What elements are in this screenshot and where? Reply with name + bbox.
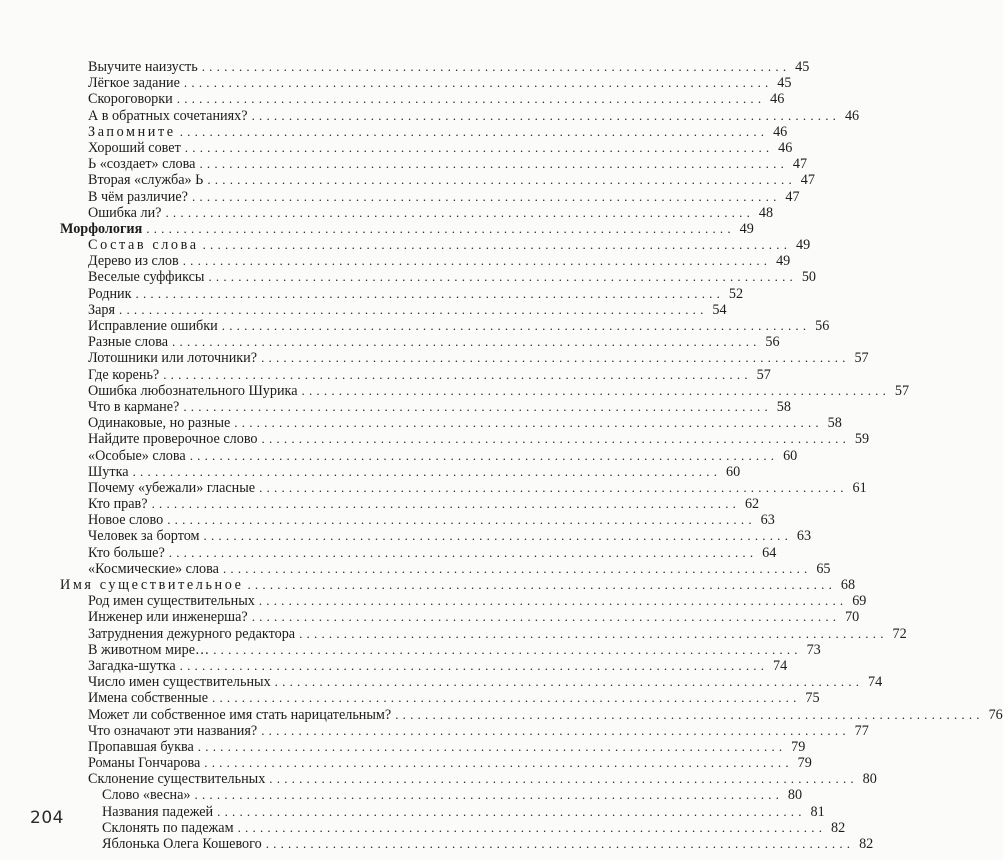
toc-entry-page: 49: [739, 220, 754, 237]
toc-entry-title: Романы Гончарова: [88, 755, 201, 772]
dot-leader: ...............................................................................: [165, 204, 755, 220]
toc-entry-page: 46: [844, 107, 860, 124]
toc-entry: [60, 641, 821, 658]
toc-entry-title: Склонять по падежам: [102, 819, 234, 836]
toc-entry: [60, 156, 808, 173]
toc-entry-page: 62: [744, 496, 760, 513]
dot-leader: ...............................................................................: [203, 528, 793, 544]
toc-entry-title: «Особые» слова: [88, 447, 186, 464]
toc-entry-title: Лотошники или лоточники?: [88, 350, 258, 367]
toc-entry-title: Слово «весна»: [102, 787, 191, 804]
toc-entry-page: 45: [777, 75, 792, 92]
toc-entry-title: Где корень?: [88, 366, 160, 383]
toc-subentry: [60, 787, 803, 804]
toc-entry-page: 60: [783, 447, 798, 464]
toc-entry: [60, 738, 806, 755]
toc-entry-page: 80: [787, 787, 803, 804]
dot-leader: ...............................................................................: [259, 479, 848, 495]
toc-entry: [60, 382, 910, 399]
toc-entry-page: 46: [778, 139, 793, 156]
toc-entry-title: Ь «создает» слова: [88, 156, 196, 173]
dot-leader: ...............................................................................: [237, 819, 827, 835]
toc-entry-page: 65: [816, 560, 831, 577]
dot-leader: ...............................................................................: [247, 577, 837, 592]
dot-leader: ...............................................................................: [197, 738, 787, 754]
dot-leader: ...............................................................................: [179, 657, 769, 673]
toc-entry-page: 63: [796, 528, 812, 545]
toc-entry-page: 49: [795, 237, 811, 254]
toc-entry-title: Кто больше?: [88, 544, 165, 561]
toc-entry: [60, 690, 820, 707]
dot-leader: ...............................................................................: [204, 755, 793, 771]
toc-entry-title: Человек за бортом: [88, 528, 200, 545]
toc-entry-title: А в обратных сочетаниях?: [88, 107, 248, 124]
toc-entry: [60, 431, 870, 448]
toc-entry-title: Яблонька Олега Кошевого: [102, 836, 262, 852]
toc-section-entry: [60, 577, 856, 593]
toc-entry-page: 45: [795, 59, 810, 75]
toc-entry: [60, 657, 788, 674]
dot-leader: ...............................................................................: [179, 123, 769, 139]
dot-leader: ...............................................................................: [201, 59, 791, 74]
toc-entry-title: Род имен существительных: [88, 593, 255, 610]
toc-entry: [60, 91, 785, 108]
toc-entry-title: Скороговорки: [88, 91, 173, 108]
toc-entry: [60, 447, 798, 464]
toc-entry-page: 57: [756, 366, 771, 383]
dot-leader: ...............................................................................: [163, 366, 752, 382]
toc-entry-title: Одинаковые, но разные: [88, 415, 231, 432]
dot-leader: ...............................................................................: [191, 188, 781, 204]
toc-entry: [60, 204, 774, 221]
toc-subentry: [60, 819, 846, 836]
toc-entry: [60, 625, 907, 642]
toc-entry: [60, 269, 817, 286]
toc-entry-title: Что означают эти названия?: [88, 722, 258, 739]
toc-entry: [60, 350, 869, 367]
toc-entry-title: Исправление ошибки: [88, 318, 218, 334]
dot-leader: ...............................................................................: [146, 220, 735, 236]
toc-entry-page: 57: [894, 382, 910, 399]
toc-entry-page: 52: [728, 285, 744, 302]
toc-entry: [60, 398, 791, 415]
toc-entry: [60, 139, 793, 156]
toc-entry-title: Состав слова: [88, 237, 199, 254]
dot-leader: ...............................................................................: [183, 398, 772, 414]
toc-entry: [60, 59, 810, 75]
toc-entry-title: Найдите проверочное слово: [88, 431, 258, 448]
toc-entry-page: 74: [868, 674, 883, 691]
toc-entry-page: 80: [862, 771, 877, 788]
dot-leader: ...............................................................................: [299, 625, 888, 641]
toc-entry-title: Названия падежей: [102, 803, 214, 820]
dot-leader: ...............................................................................: [184, 139, 774, 155]
toc-entry-page: 59: [854, 431, 870, 448]
toc-entry-page: 81: [810, 803, 825, 820]
toc-entry-page: 70: [845, 609, 860, 626]
dot-leader: ...............................................................................: [202, 237, 792, 253]
toc-entry: [60, 253, 791, 270]
toc-entry: [60, 107, 860, 124]
toc-entry-title: Загадка-шутка: [88, 657, 176, 674]
toc-entry-page: 49: [776, 253, 791, 270]
toc-entry: [60, 75, 792, 92]
toc-entry-page: 68: [840, 577, 856, 593]
toc-entry: [60, 334, 780, 351]
toc-entry-title: Ошибка любознательного Шурика: [88, 382, 298, 399]
dot-leader: ...............................................................................: [176, 91, 766, 107]
toc-entry: [60, 593, 867, 610]
toc-entry-page: 79: [797, 755, 812, 772]
dot-leader: ...............................................................................: [395, 706, 984, 722]
toc-entry-page: 76: [988, 706, 1003, 723]
dot-leader: ...............................................................................: [168, 544, 758, 560]
dot-leader: ...............................................................................: [208, 269, 798, 285]
dot-leader: ...............................................................................: [221, 318, 811, 333]
toc-entry-page: 64: [762, 544, 777, 561]
toc-entry-page: 69: [852, 593, 867, 610]
toc-entry-title: Имя существительное: [60, 577, 244, 593]
toc-entry: [60, 609, 860, 626]
toc-entry-title: Веселые суффиксы: [88, 269, 205, 286]
toc-entry: [60, 722, 869, 739]
toc-entry-page: 47: [785, 188, 800, 205]
dot-leader: ...............................................................................: [213, 641, 802, 657]
toc-entry: [60, 172, 815, 189]
toc-entry-title: Разные слова: [88, 334, 169, 351]
toc-entry-page: 48: [758, 204, 774, 221]
toc-entry: [60, 318, 830, 334]
dot-leader: ...............................................................................: [269, 771, 858, 787]
table-of-contents: [60, 59, 1003, 852]
toc-entry-title: Родник: [88, 285, 132, 302]
toc-entry-page: 61: [852, 479, 867, 496]
toc-entry-page: 47: [800, 172, 815, 189]
dot-leader: ...............................................................................: [261, 431, 851, 447]
dot-leader: ...............................................................................: [251, 609, 841, 625]
toc-entry: [60, 544, 777, 561]
dot-leader: ...............................................................................: [261, 350, 850, 366]
dot-leader: ...............................................................................: [172, 334, 761, 350]
toc-entry-title: Затруднения дежурного редактора: [88, 625, 296, 642]
toc-entry-page: 75: [805, 690, 820, 707]
toc-entry-page: 73: [806, 641, 821, 658]
dot-leader: ...............................................................................: [119, 301, 708, 317]
toc-entry-title: Заря: [88, 301, 116, 318]
toc-entry-title: «Космические» слова: [88, 560, 219, 577]
toc-entry-title: Дерево из слов: [88, 253, 179, 270]
toc-entry: [60, 755, 812, 772]
toc-entry-page: 77: [854, 722, 869, 739]
toc-entry: [60, 301, 727, 318]
dot-leader: ...............................................................................: [182, 253, 772, 269]
toc-entry-page: 54: [712, 301, 727, 318]
toc-entry-page: 79: [791, 738, 806, 755]
toc-entry: [60, 512, 775, 529]
toc-entry-page: 74: [773, 657, 788, 674]
toc-subentry: [60, 803, 825, 820]
toc-entry: [60, 415, 842, 432]
dot-leader: ...............................................................................: [222, 560, 812, 576]
dot-leader: ...............................................................................: [261, 722, 850, 738]
toc-entry-page: 58: [776, 398, 791, 415]
toc-entry-title: Инженер или инженерша?: [88, 609, 248, 626]
dot-leader: ...............................................................................: [301, 382, 891, 398]
dot-leader: ...............................................................................: [199, 156, 789, 172]
toc-entry-title: Выучите наизусть: [88, 59, 198, 75]
toc-entry: [60, 123, 788, 140]
toc-entry-title: Вторая «служба» Ь: [88, 172, 204, 189]
toc-entry-page: 46: [770, 91, 785, 108]
dot-leader: ...............................................................................: [194, 787, 784, 803]
dot-leader: ...............................................................................: [132, 463, 722, 479]
toc-entry-title: Пропавшая буква: [88, 738, 194, 755]
toc-entry: [60, 366, 771, 383]
toc-entry: [60, 463, 741, 480]
toc-entry-page: 82: [859, 836, 874, 852]
dot-leader: ...............................................................................: [183, 75, 773, 91]
toc-entry-page: 72: [892, 625, 907, 642]
toc-entry-title: В животном мире…: [88, 641, 210, 658]
toc-entry-page: 57: [854, 350, 869, 367]
toc-entry: [60, 188, 800, 205]
toc-entry-page: 47: [792, 156, 808, 173]
dot-leader: ...............................................................................: [212, 690, 801, 706]
dot-leader: ...............................................................................: [135, 285, 725, 301]
page-number: 204: [30, 808, 64, 828]
toc-entry: [60, 237, 811, 254]
toc-entry: [60, 285, 744, 302]
dot-leader: ...............................................................................: [207, 172, 796, 188]
dot-leader: ...............................................................................: [234, 415, 823, 431]
toc-entry-page: 46: [773, 123, 788, 140]
dot-leader: ...............................................................................: [258, 593, 848, 609]
toc-entry-title: Имена собственные: [88, 690, 208, 707]
toc-entry-title: Лёгкое задание: [88, 75, 180, 92]
dot-leader: ...............................................................................: [217, 803, 806, 819]
toc-entry-page: 56: [765, 334, 780, 351]
dot-leader: ...............................................................................: [251, 107, 841, 123]
toc-section-entry: [60, 220, 754, 237]
toc-entry-title: В чём различие?: [88, 188, 188, 205]
toc-entry: [60, 528, 812, 545]
toc-entry: [60, 496, 760, 513]
toc-entry: [60, 674, 883, 691]
toc-entry-page: 56: [815, 318, 830, 334]
toc-entry-title: Запомните: [88, 123, 176, 140]
toc-entry-title: Ошибка ли?: [88, 204, 162, 221]
toc-entry-page: 63: [760, 512, 775, 529]
toc-entry-title: Почему «убежали» гласные: [88, 479, 256, 496]
dot-leader: ...............................................................................: [167, 512, 756, 528]
toc-entry-title: Хороший совет: [88, 139, 181, 156]
toc-entry-page: 58: [827, 415, 842, 432]
toc-entry-page: 82: [830, 819, 846, 836]
toc-entry-title: Склонение существительных: [88, 771, 266, 788]
dot-leader: ...............................................................................: [189, 447, 779, 463]
toc-entry-title: Морфология: [60, 220, 143, 237]
toc-entry: [60, 560, 831, 577]
toc-subentry: [60, 836, 874, 852]
toc-entry: [60, 771, 877, 788]
dot-leader: ...............................................................................: [151, 496, 741, 512]
toc-entry-title: Что в кармане?: [88, 398, 180, 415]
toc-entry-title: Шутка: [88, 463, 129, 480]
toc-entry-page: 60: [725, 463, 741, 480]
toc-entry-title: Новое слово: [88, 512, 164, 529]
toc-entry-title: Может ли собственное имя стать нарицательным?: [88, 706, 392, 723]
toc-entry-title: Кто прав?: [88, 496, 148, 513]
toc-entry: [60, 479, 867, 496]
dot-leader: ...............................................................................: [274, 674, 864, 690]
toc-entry-title: Число имен существительных: [88, 674, 271, 691]
toc-entry: [60, 706, 1003, 723]
dot-leader: ...............................................................................: [265, 836, 855, 851]
toc-entry-page: 50: [801, 269, 817, 286]
